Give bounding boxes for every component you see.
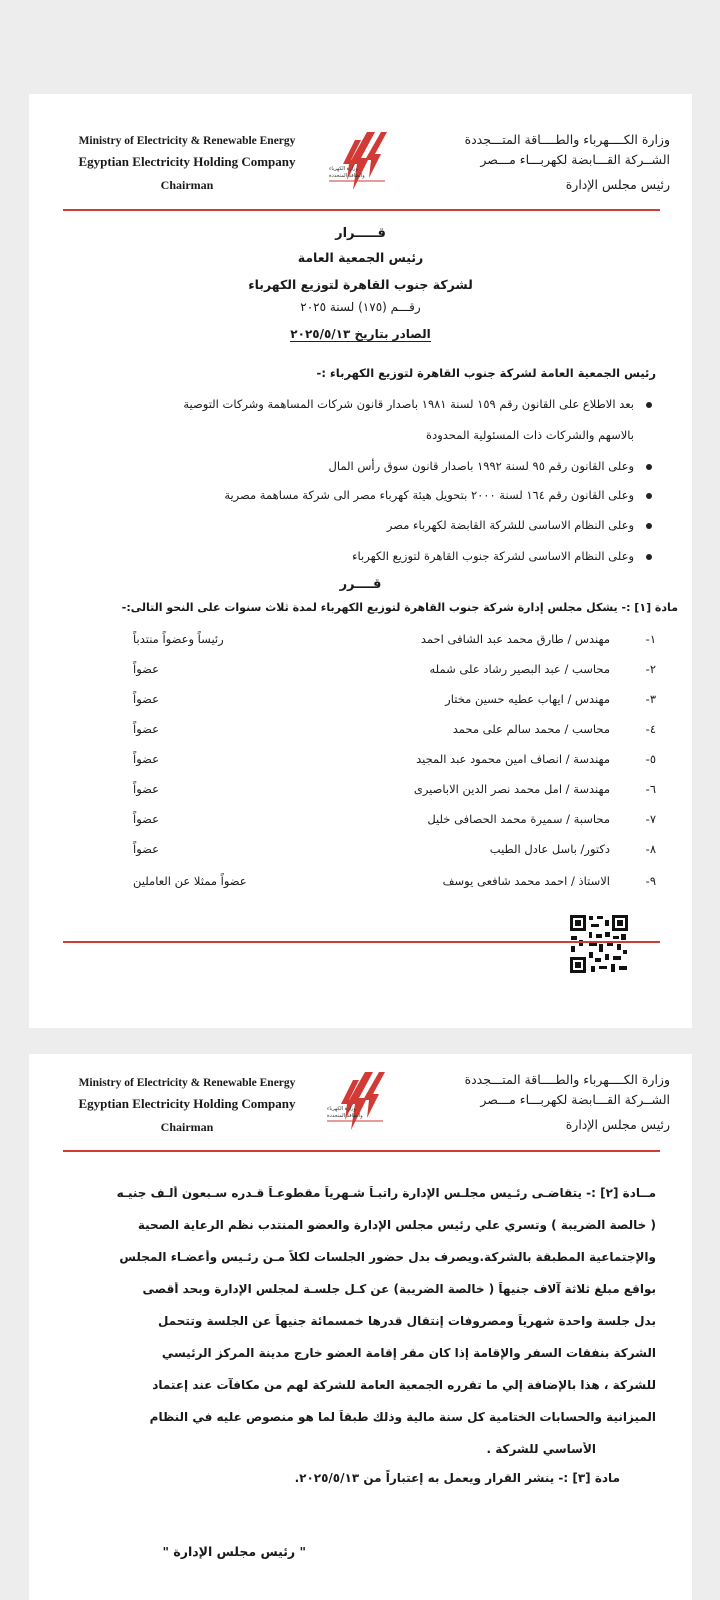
issue-date-text: الصادر بتاريخ ٢٠٢٥/٥/١٣ bbox=[290, 327, 431, 341]
member-role: عضواً bbox=[133, 812, 159, 826]
article-3: مادة [٣] :- ينشر القرار ويعمل به إعتباراً من ٢٠٢٥/٥/١٣. bbox=[294, 1471, 620, 1485]
article-2-line: بواقع مبلغ ثلاثة آلاف جنيهاً ( خالصة الضريبة) عن كـل جلسـة لمجلس الإدارة وبحد أقصى bbox=[142, 1282, 656, 1296]
company-ar: الشــركة القـــابضة لكهربـــاء مـــصر bbox=[480, 152, 670, 167]
member-role: عضواً bbox=[133, 692, 159, 706]
logo-text-1: وزارة الكهرباء bbox=[327, 1106, 356, 1112]
bullet-dot bbox=[646, 402, 652, 408]
member-number: ٦- bbox=[645, 782, 656, 796]
chairman-en: Chairman bbox=[160, 178, 214, 192]
header-arabic bbox=[440, 134, 670, 192]
member-row bbox=[69, 812, 656, 830]
member-row bbox=[69, 692, 656, 710]
member-name: محاسب / محمد سالم على محمد bbox=[452, 722, 610, 736]
company-logo bbox=[323, 1070, 403, 1134]
member-number: ٩- bbox=[645, 874, 656, 888]
chairman-ar: رئيس مجلس الإدارة bbox=[565, 177, 670, 192]
member-name: مهندس / ايهاب عطيه حسين مختار bbox=[445, 692, 610, 706]
chairman-en: Chairman bbox=[160, 1120, 214, 1134]
bullet-3-text: وعلى القانون رقم ١٦٤ لسنة ٢٠٠٠ بتحويل هيئة كهرباء مصر الى شركة مساهمة مصرية bbox=[224, 488, 634, 502]
signature-title: " رئيس مجلس الإدارة " bbox=[162, 1544, 306, 1559]
footer-divider bbox=[63, 941, 660, 943]
member-role: عضواً bbox=[133, 752, 159, 766]
bullet-1 bbox=[183, 397, 652, 411]
bullet-1-cont: بالاسهم والشركات ذات المسئولية المحدودة bbox=[426, 428, 634, 442]
member-name: محاسبة / سميرة محمد الحصافى خليل bbox=[427, 812, 610, 826]
article-2-line: بدل جلسة واحدة شهرياً ومصروفات إنتقال قدرها خمسمائة جنيهاً عن الجلسة وتتحمل bbox=[158, 1314, 656, 1328]
company-en: Egyptian Electricity Holding Company bbox=[78, 154, 296, 169]
bullet-3 bbox=[224, 488, 652, 502]
header-divider bbox=[63, 209, 660, 211]
logo-text-1: وزارة الكهرباء bbox=[329, 166, 358, 172]
header-english bbox=[57, 1078, 317, 1133]
member-number: ٢- bbox=[645, 662, 656, 676]
member-role: عضواً bbox=[133, 662, 159, 676]
member-role: عضواً bbox=[133, 722, 159, 736]
ministry-en: Ministry of Electricity & Renewable Energy bbox=[78, 1077, 296, 1089]
member-row bbox=[69, 874, 656, 892]
logo-text-2: والطاقة المتجددة bbox=[329, 173, 365, 179]
chairman-ar: رئيس مجلس الإدارة bbox=[565, 1117, 670, 1132]
company-logo bbox=[325, 130, 405, 194]
member-role: عضواً bbox=[133, 782, 159, 796]
member-number: ١- bbox=[645, 632, 656, 646]
bullet-5-text: وعلى النظام الاساسى لشركة جنوب القاهرة لتوزيع الكهرباء bbox=[352, 549, 634, 563]
header-divider bbox=[63, 1150, 660, 1152]
decision-subtitle-1: رئيس الجمعية العامة bbox=[297, 250, 424, 265]
qr-code bbox=[569, 914, 629, 974]
member-name: مهندس / طارق محمد عبد الشافى احمد bbox=[420, 632, 610, 646]
decides-heading: قــــرر bbox=[339, 577, 382, 592]
header-english bbox=[57, 136, 317, 191]
member-name: مهندسة / انصاف امين محمود عبد المجيد bbox=[416, 752, 610, 766]
ministry-en: Ministry of Electricity & Renewable Energy bbox=[78, 135, 296, 147]
document-page-1 bbox=[29, 94, 692, 1028]
member-row bbox=[69, 662, 656, 680]
decision-title: قـــــرار bbox=[335, 226, 386, 241]
bullet-dot bbox=[646, 493, 652, 499]
member-number: ٨- bbox=[645, 842, 656, 856]
preamble: رئيس الجمعية العامة لشركة جنوب القاهرة لتوزيع الكهرباء :- bbox=[316, 366, 656, 380]
article-2-line: الشركة بنفقات السفر والإقامة إذا كان مقر إقامة العضو خارج مدينة المركز الرئيسي bbox=[161, 1346, 656, 1360]
issue-date bbox=[29, 327, 692, 341]
decision-number: رقـــم (١٧٥) لسنة ٢٠٢٥ bbox=[300, 300, 421, 314]
document-page-2 bbox=[29, 1054, 692, 1600]
article-2-line: للشركة ، هذا بالإضافة إلي ما تقرره الجمعية العامة للشركة لهم من مكافآت عند إعتماد bbox=[152, 1378, 656, 1392]
member-name: محاسب / عبد البصير رشاد على شمله bbox=[429, 662, 610, 676]
bullet-5 bbox=[352, 549, 652, 563]
member-role: عضواً bbox=[133, 842, 159, 856]
member-number: ٥- bbox=[645, 752, 656, 766]
member-role: رئيساً وعضواً منتدباً bbox=[133, 632, 224, 646]
member-row bbox=[69, 632, 656, 650]
bullet-1-text: بعد الاطلاع على القانون رقم ١٥٩ لسنة ١٩٨١ باصدار قانون شركات المساهمة وشركات التوصية bbox=[183, 397, 634, 411]
member-number: ٣- bbox=[645, 692, 656, 706]
logo-text-2: والطاقة المتجددة bbox=[327, 1113, 363, 1119]
article-2-line: ( خالصة الضريبة ) وتسري علي رئيس مجلس الإدارة والعضو المنتدب نظم الرعاية الصحية bbox=[137, 1218, 656, 1232]
member-name: مهندسة / امل محمد نصر الدين الاباصيرى bbox=[413, 782, 610, 796]
ministry-ar: وزارة الكــــهرباء والطــــاقة المتـــجددة bbox=[464, 132, 670, 147]
member-number: ٧- bbox=[645, 812, 656, 826]
ministry-ar: وزارة الكــــهرباء والطــــاقة المتـــجددة bbox=[464, 1072, 670, 1087]
article-2-line: مــادة [٢] :- يتقاضـى رئـيس مجلـس الإدارة راتبـاً شـهرياً مقطوعـاً قـدره سـبعون ألـف جنيـه bbox=[116, 1186, 656, 1200]
bullet-4 bbox=[387, 518, 652, 532]
article-2-line: الميزانية والحسابات الختامية كل سنة مالية وذلك طبقاً لما هو منصوص عليه في النظام bbox=[149, 1410, 656, 1424]
article-2-line: الأساسي للشركة . bbox=[486, 1442, 596, 1456]
member-name: الاستاذ / احمد محمد شافعى يوسف bbox=[442, 874, 610, 888]
article-1: مادة [١] :- يشكل مجلس إدارة شركة جنوب القاهرة لتوزيع الكهرباء لمدة ثلاث سنوات على النحو التالى:- bbox=[121, 601, 678, 614]
bullet-dot bbox=[646, 554, 652, 560]
article-2-line: والإجتماعية المطبقة بالشركة.ويصرف بدل حضور الجلسات لكلاً مـن رئـيس وأعضـاء المجلس bbox=[119, 1250, 656, 1264]
member-row bbox=[69, 782, 656, 800]
company-en: Egyptian Electricity Holding Company bbox=[78, 1096, 296, 1111]
member-row bbox=[69, 722, 656, 740]
bullet-2 bbox=[328, 459, 652, 473]
bullet-4-text: وعلى النظام الاساسى للشركة القابضة لكهرباء مصر bbox=[386, 518, 634, 532]
company-ar: الشــركة القـــابضة لكهربـــاء مـــصر bbox=[480, 1092, 670, 1107]
member-row bbox=[69, 752, 656, 770]
bullet-2-text: وعلى القانون رقم ٩٥ لسنة ١٩٩٢ باصدار قانون سوق رأس المال bbox=[328, 459, 634, 473]
member-role: عضواً ممثلا عن العاملين bbox=[133, 874, 247, 888]
member-name: دكتور/ باسل عادل الطيب bbox=[489, 842, 610, 856]
decision-subtitle-2: لشركة جنوب القاهرة لتوزيع الكهرباء bbox=[248, 277, 473, 292]
member-number: ٤- bbox=[645, 722, 656, 736]
bullet-dot bbox=[646, 523, 652, 529]
header-arabic bbox=[440, 1074, 670, 1132]
bullet-dot bbox=[646, 464, 652, 470]
member-row bbox=[69, 842, 656, 860]
